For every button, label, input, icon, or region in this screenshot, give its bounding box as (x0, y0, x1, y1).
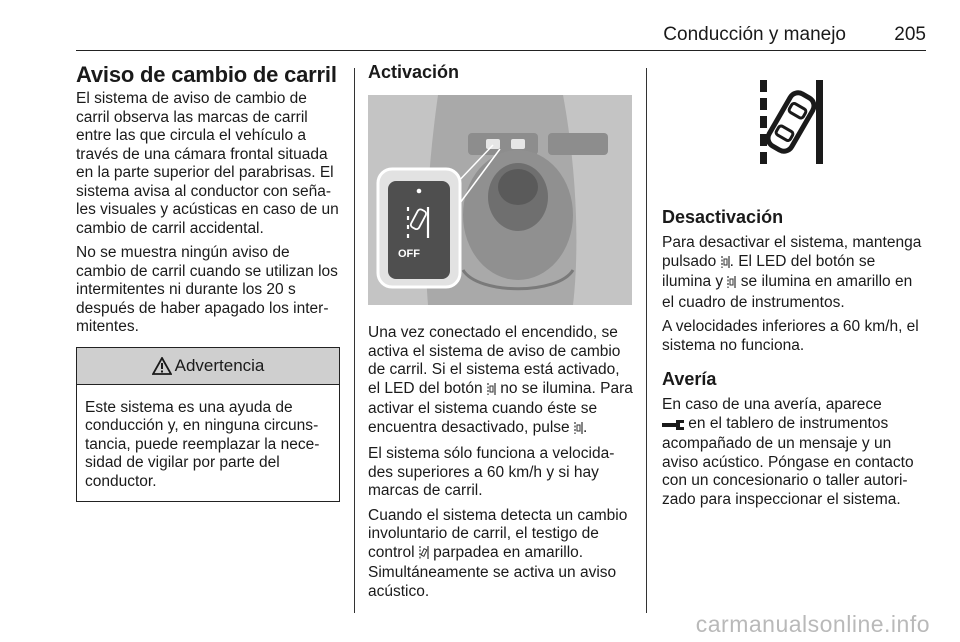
wrench-icon (662, 417, 684, 436)
lane-departure-icon (662, 70, 928, 174)
paragraph: Para desactivar el sistema, mantenga pulsado . El LED del botón se ilumina y se ilumina en amarillo en el cuadro de instrumentos. (662, 234, 922, 311)
paragraph: A velocidades inferiores a 60 km/h, el sistema no funciona. (662, 318, 919, 354)
page-number: 205 (894, 24, 926, 45)
column-divider (354, 68, 355, 613)
watermark: carmanualsonline.info (695, 611, 930, 637)
warning-box (76, 347, 340, 503)
console-photo (368, 95, 632, 305)
warning-text: Este sistema es una ayuda de conducción y, en ninguna circunstancia, puede reemplazar la necesidad de vigilar por parte del conductor. (85, 398, 320, 490)
paragraph: No se muestra ningún aviso de cambio de carril cuando se utilizan los intermitentes ni durante los 20 s después de haber apagado los intermitentes. (76, 244, 338, 335)
activation-heading: Activación (368, 62, 460, 82)
page-header (76, 20, 926, 51)
column-2 (368, 62, 634, 607)
warning-title: Advertencia (174, 355, 265, 375)
lane-button-icon (721, 255, 730, 274)
lane-button-icon (487, 382, 496, 401)
section-title: Conducción y manejo (663, 24, 846, 45)
warning-triangle-icon (152, 357, 172, 375)
warning-header (77, 348, 339, 385)
column-divider (646, 68, 647, 613)
section-heading: Aviso de cambio de carril (76, 62, 337, 87)
off-button-label: OFF (398, 248, 420, 260)
fault-heading: Avería (662, 369, 717, 389)
paragraph: El sistema sólo funciona a velocidades superiores a 60 km/h y si hay marcas de carril. (368, 445, 615, 499)
deactivation-heading: Desactivación (662, 207, 784, 227)
lane-button-icon (574, 421, 583, 440)
paragraph: Una vez conectado el encendido, se activa el sistema de aviso de cambio de carril. Si el sistema está activado, el LED del botón no se ilumina. Para activar el sistema cuando éste se encuentra desactivado, pulse . (368, 324, 634, 439)
column-1 (76, 62, 340, 502)
column-3 (662, 62, 928, 515)
paragraph: El sistema de aviso de cambio de carril observa las marcas de carril entre las que circula el vehículo a través de una cámara frontal situada en la parte superior del parabrisas. El sistema avisa al conductor con señales visuales y acústicas en caso de un cambio de carril accidental. (76, 90, 339, 237)
paragraph: En caso de una avería, aparece en el tablero de instrumentos acompañado de un mensaje y un aviso acústico. Póngase en contacto con un concesionario o taller autorizado para inspeccionar el sistema. (662, 396, 914, 508)
paragraph: Cuando el sistema detecta un cambio involuntario de carril, el testigo de control parpadea en amarillo. Simultáneamente se activa un aviso acústico. (368, 506, 628, 600)
lane-warning-light-icon (419, 546, 429, 565)
